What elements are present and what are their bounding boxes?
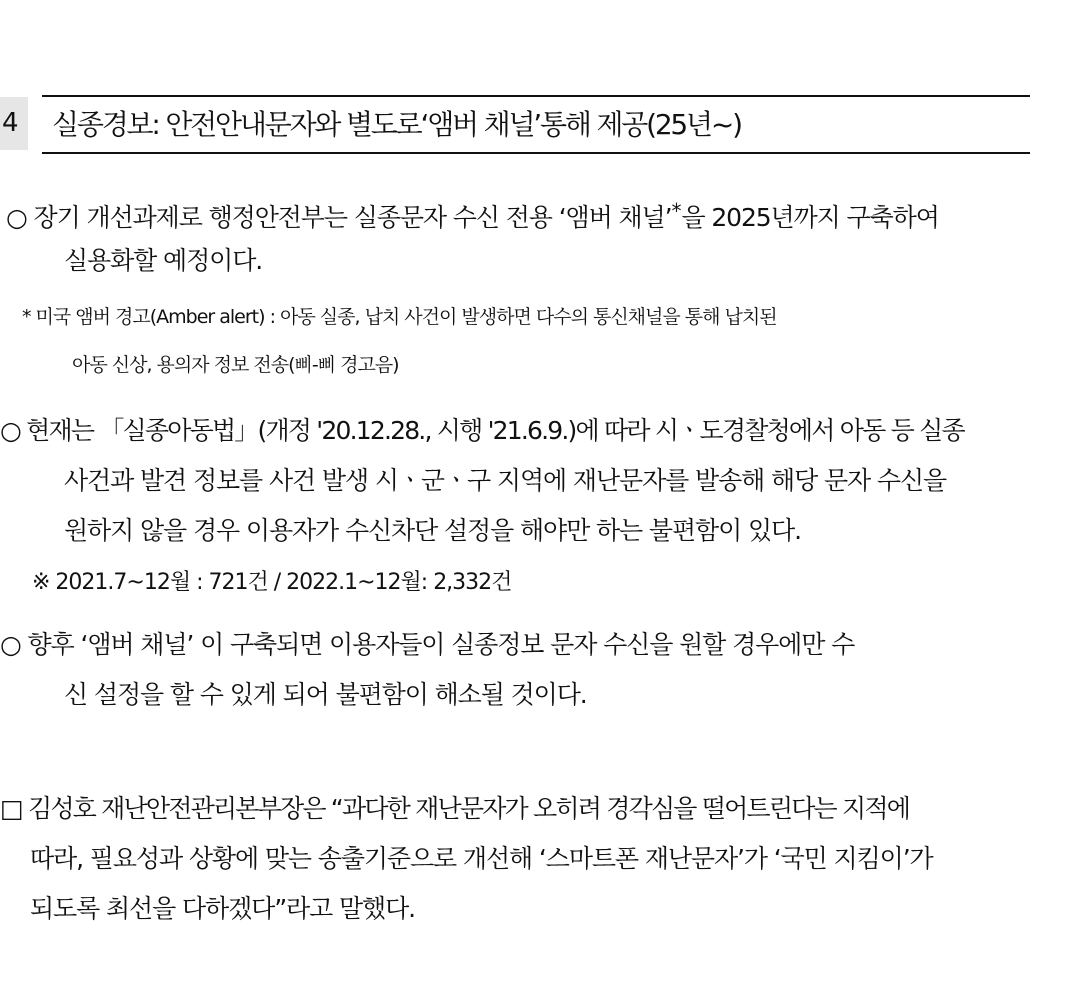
paragraph-3-line-1: ○ 향후 ‘앰버 채널’ 이 구축되면 이용자들이 실종정보 문자 수신을 원할 경우에만 수 [0,630,855,659]
footnote-star: * [671,199,682,223]
paragraph-4-line-1: □ 김성호 재난안전관리본부장은 “과다한 재난문자가 오히려 경각심을 떨어트린다는 지적에 [0,794,910,823]
paragraph-1-text-b: 을 2025년까지 구축하여 [681,203,939,232]
section-header [0,95,1060,155]
paragraph-3-line-2: 신 설정을 할 수 있게 되어 불편함이 해소될 것이다. [64,680,587,709]
paragraph-1-line-1 [6,192,939,237]
section-bottom-rule [42,152,1030,154]
note-1-line-2: 아동 신상, 용의자 정보 전송(삐-삐 경고음) [72,354,399,376]
paragraph-2-line-3: 원하지 않을 경우 이용자가 수신차단 설정을 해야만 하는 불편함이 있다. [64,516,801,545]
paragraph-1-line-2: 실용화할 예정이다. [64,246,263,275]
paragraph-2-line-2: 사건과 발견 정보를 사건 발생 시ㆍ군ㆍ구 지역에 재난문자를 발송해 해당 문자 수신을 [64,466,947,495]
paragraph-4-line-3: 되도록 최선을 다하겠다”라고 말했다. [30,894,415,923]
section-title: 실종경보: 안전안내문자와 별도로‘앰버 채널’통해 제공(25년~) [52,108,741,141]
note-1-line-1: * 미국 앰버 경고(Amber alert) : 아동 실종, 납치 사건이 발생하면 다수의 통신채널을 통해 납치된 [22,306,777,328]
paragraph-2-line-1: ○ 현재는 「실종아동법」(개정 '20.12.28., 시행 '21.6.9.)에 따라 시ㆍ도경찰청에서 아동 등 실종 [0,416,964,445]
note-2: ※ 2021.7~12월 : 721건 / 2022.1~12월: 2,332건 [32,570,512,595]
section-top-rule [42,95,1030,97]
paragraph-4-line-2: 따라, 필요성과 상황에 맞는 송출기준으로 개선해 ‘스마트폰 재난문자’가 ‘국민 지킴이’가 [30,844,933,873]
paragraph-1-text-a: ○ 장기 개선과제로 행정안전부는 실종문자 수신 전용 ‘앰버 채널’ [6,203,672,232]
section-number: 4 [0,97,28,150]
